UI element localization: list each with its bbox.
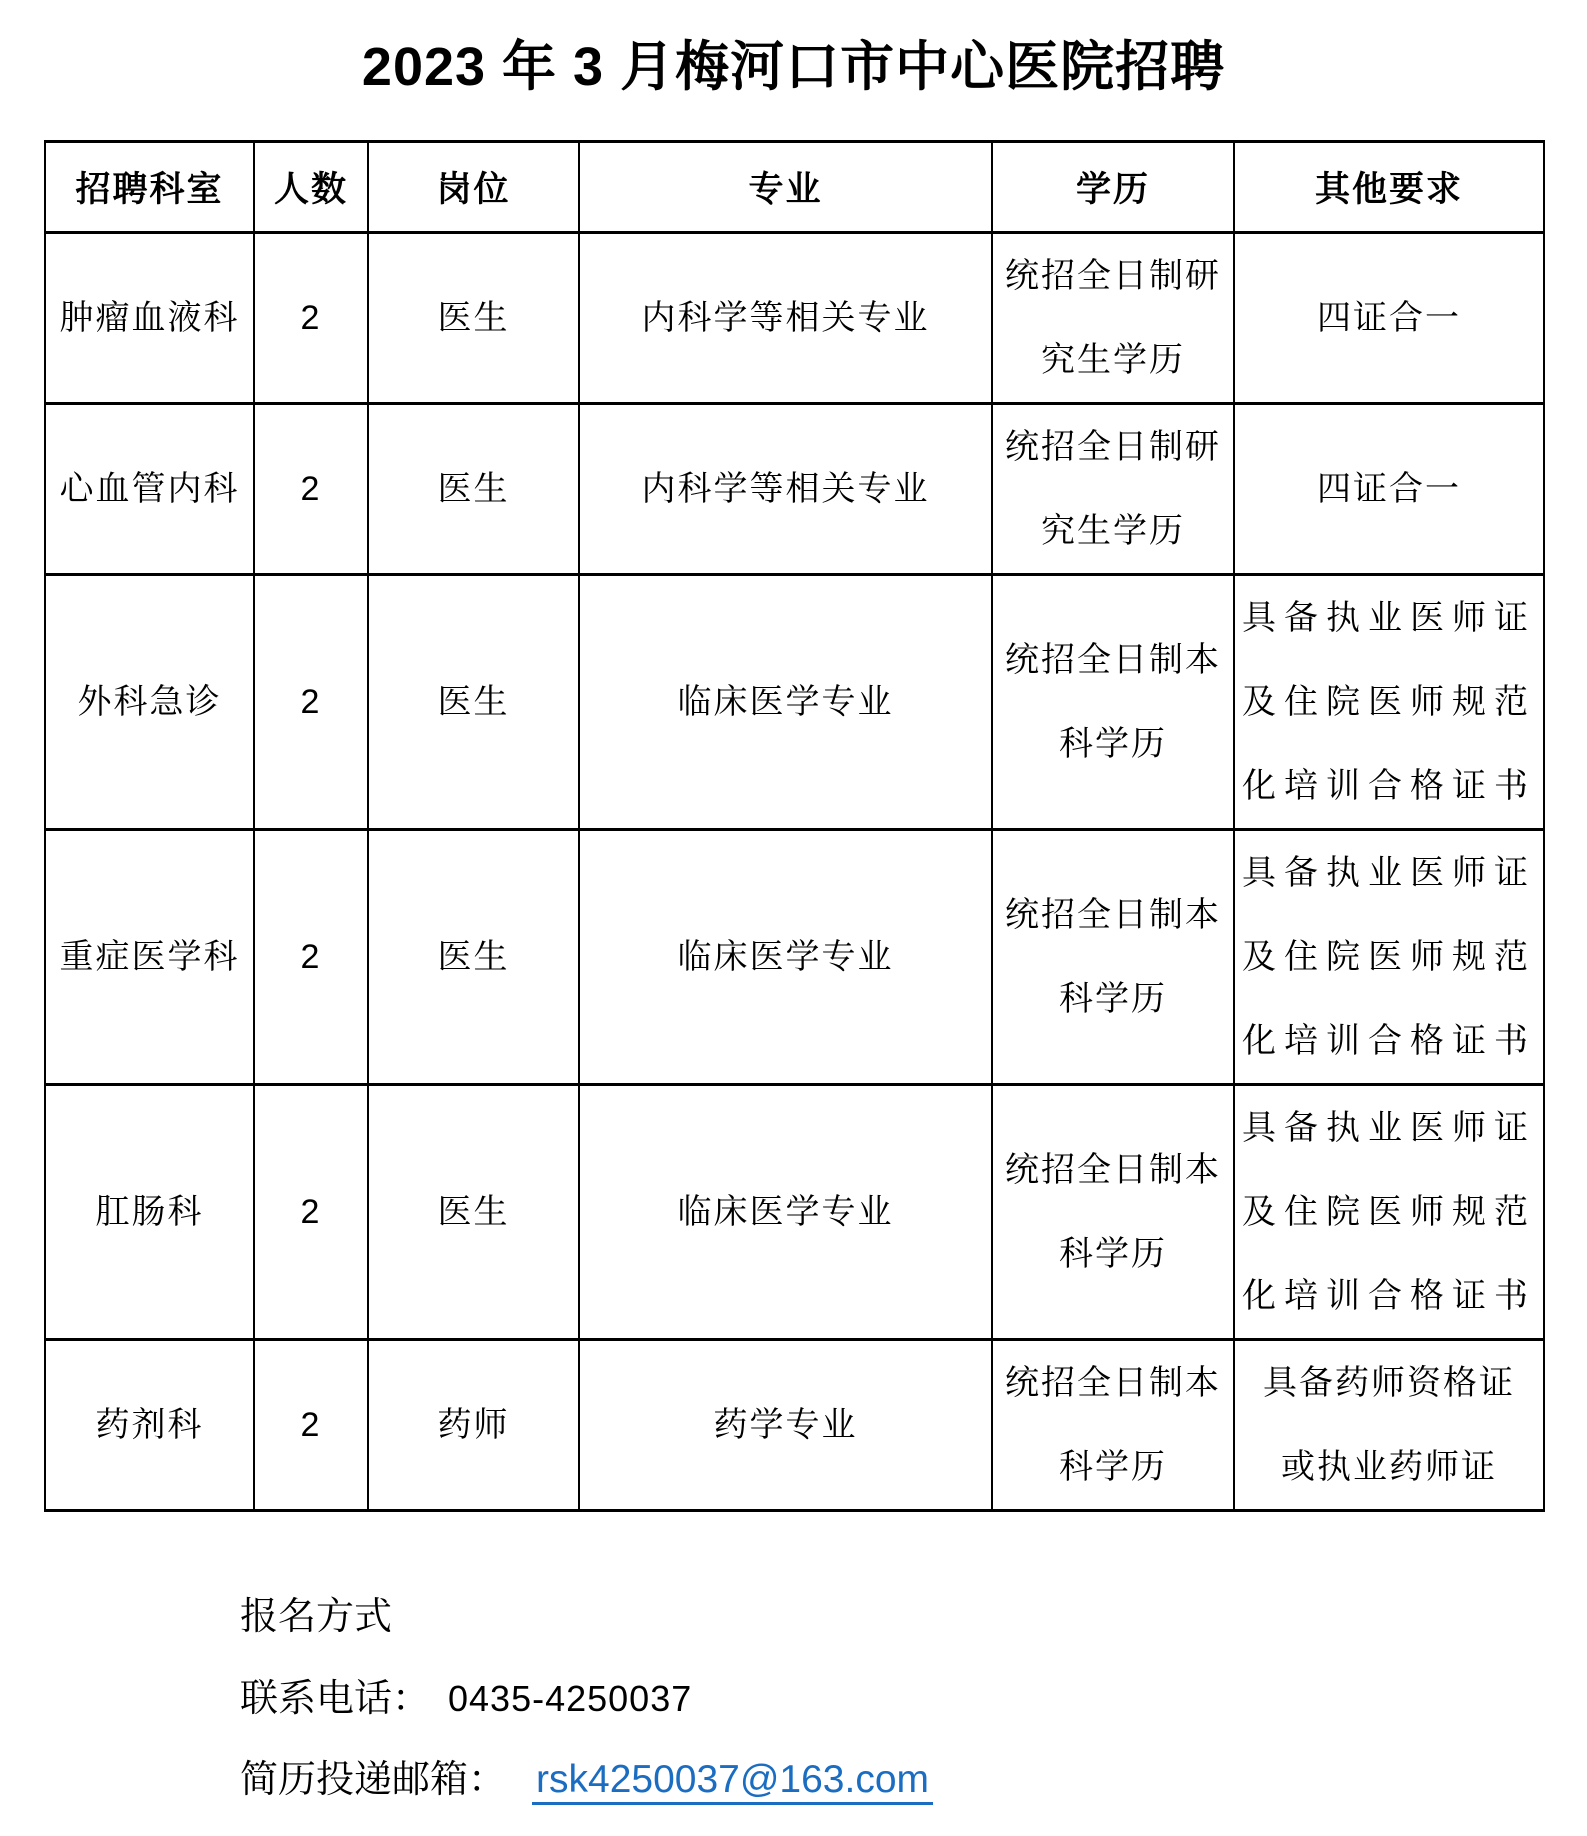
table-row	[45, 1340, 1544, 1511]
count-cell: 2	[254, 233, 368, 404]
education-cell: 统招全日制研 究生学历	[992, 233, 1234, 404]
other-requirements-cell: 具备执业医师证 及住院医师规范 化培训合格证书	[1234, 1085, 1544, 1340]
phone-label: 联系电话：	[240, 1678, 431, 1720]
education-cell: 统招全日制本 科学历	[992, 1085, 1234, 1340]
col-header-department: 招聘科室	[45, 142, 254, 233]
major-cell: 内科学等相关专业	[579, 404, 992, 575]
education-cell: 统招全日制本 科学历	[992, 575, 1234, 830]
position-cell: 医生	[368, 575, 579, 830]
col-header-major: 专业	[579, 142, 992, 233]
education-cell: 统招全日制研 究生学历	[992, 404, 1234, 575]
department-cell: 外科急诊	[45, 575, 254, 830]
count-cell: 2	[254, 830, 368, 1085]
education-cell: 统招全日制本 科学历	[992, 830, 1234, 1085]
phone-line	[240, 1658, 933, 1739]
count-cell: 2	[254, 1340, 368, 1511]
position-cell: 医生	[368, 1085, 579, 1340]
major-cell: 药学专业	[579, 1340, 992, 1511]
table-row	[45, 575, 1544, 830]
col-header-education: 学历	[992, 142, 1234, 233]
email-line	[240, 1739, 933, 1820]
email-link[interactable]: rsk4250037@163.com	[532, 1758, 933, 1805]
education-cell: 统招全日制本 科学历	[992, 1340, 1234, 1511]
other-requirements-cell: 具备执业医师证 及住院医师规范 化培训合格证书	[1234, 575, 1544, 830]
position-cell: 药师	[368, 1340, 579, 1511]
count-cell: 2	[254, 575, 368, 830]
email-label: 简历投递邮箱：	[240, 1759, 507, 1801]
other-requirements-cell: 四证合一	[1234, 233, 1544, 404]
department-cell: 肛肠科	[45, 1085, 254, 1340]
position-cell: 医生	[368, 830, 579, 1085]
major-cell: 内科学等相关专业	[579, 233, 992, 404]
department-cell: 肿瘤血液科	[45, 233, 254, 404]
col-header-position: 岗位	[368, 142, 579, 233]
table-row	[45, 233, 1544, 404]
table-row	[45, 1085, 1544, 1340]
major-cell: 临床医学专业	[579, 575, 992, 830]
other-requirements-cell: 具备药师资格证 或执业药师证	[1234, 1340, 1544, 1511]
count-cell: 2	[254, 404, 368, 575]
col-header-other-requirements: 其他要求	[1234, 142, 1544, 233]
department-cell: 心血管内科	[45, 404, 254, 575]
table-row	[45, 830, 1544, 1085]
recruitment-table	[44, 140, 1545, 1512]
position-cell: 医生	[368, 404, 579, 575]
signup-method-heading: 报名方式	[240, 1596, 393, 1638]
department-cell: 重症医学科	[45, 830, 254, 1085]
application-info	[240, 1577, 933, 1820]
other-requirements-cell: 具备执业医师证 及住院医师规范 化培训合格证书	[1234, 830, 1544, 1085]
page-title: 2023 年 3 月梅河口市中心医院招聘	[361, 37, 1226, 97]
other-requirements-cell: 四证合一	[1234, 404, 1544, 575]
major-cell: 临床医学专业	[579, 1085, 992, 1340]
col-header-count: 人数	[254, 142, 368, 233]
major-cell: 临床医学专业	[579, 830, 992, 1085]
table-row	[45, 404, 1544, 575]
position-cell: 医生	[368, 233, 579, 404]
count-cell: 2	[254, 1085, 368, 1340]
phone-number: 0435-4250037	[448, 1678, 693, 1719]
table-header-row	[45, 142, 1544, 233]
department-cell: 药剂科	[45, 1340, 254, 1511]
